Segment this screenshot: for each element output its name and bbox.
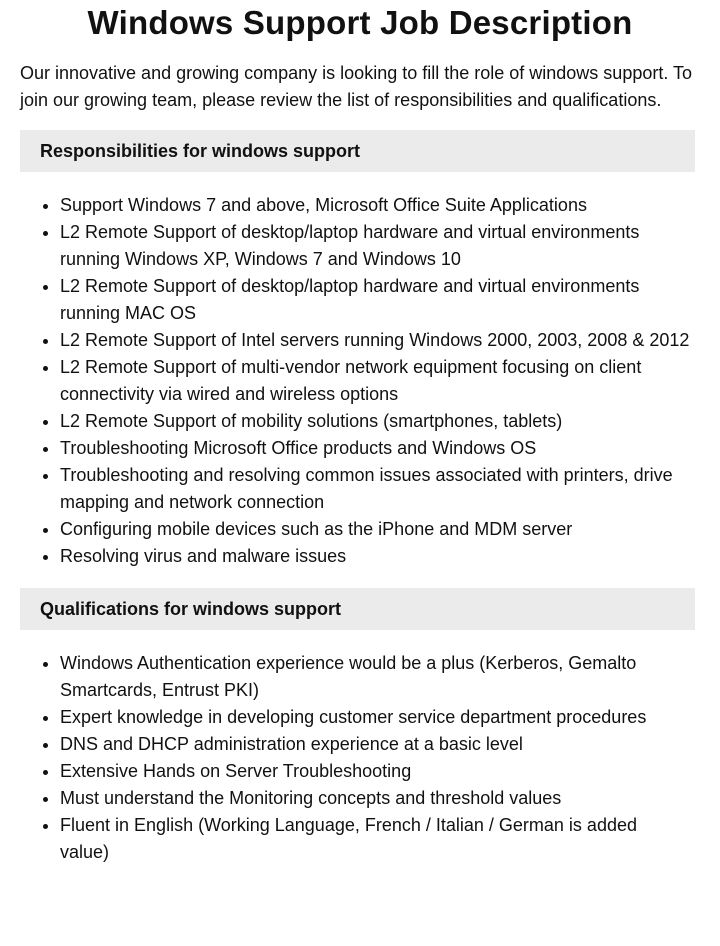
page-title: Windows Support Job Description	[87, 4, 633, 41]
list-item: • Troubleshooting Microsoft Office products and Windows OS	[60, 435, 690, 462]
list-item: • Configuring mobile devices such as the iPhone and MDM server	[60, 516, 690, 543]
list-item: • Fluent in English (Working Language, French / Italian / German is added value)	[60, 812, 690, 866]
list-item: • L2 Remote Support of multi-vendor network equipment focusing on client connectivity via wired and wireless options	[60, 354, 690, 408]
list-item: • Troubleshooting and resolving common issues associated with printers, drive mapping and network connection	[60, 462, 690, 516]
responsibilities-list	[20, 192, 690, 570]
list-item: • DNS and DHCP administration experience at a basic level	[60, 731, 690, 758]
list-item: • L2 Remote Support of desktop/laptop hardware and virtual environments running MAC OS	[60, 273, 690, 327]
intro-paragraph: Our innovative and growing company is looking to fill the role of windows support. To join our growing team, please review the list of responsibilities and qualifications.	[20, 63, 693, 110]
list-item: • L2 Remote Support of Intel servers running Windows 2000, 2003, 2008 & 2012	[60, 327, 690, 354]
list-item: • L2 Remote Support of desktop/laptop hardware and virtual environments running Windows XP, Windows 7 and Windows 10	[60, 219, 690, 273]
list-item: • Expert knowledge in developing customer service department procedures	[60, 704, 690, 731]
list-item: • Resolving virus and malware issues	[60, 543, 690, 570]
qualifications-heading: Qualifications for windows support	[20, 588, 695, 630]
list-item: • L2 Remote Support of mobility solutions (smartphones, tablets)	[60, 408, 690, 435]
list-item: • Windows Authentication experience would be a plus (Kerberos, Gemalto Smartcards, Entrust PKI)	[60, 650, 690, 704]
qualifications-list	[20, 650, 690, 866]
list-item: • Extensive Hands on Server Troubleshooting	[60, 758, 690, 785]
responsibilities-heading: Responsibilities for windows support	[20, 130, 695, 172]
list-item: • Support Windows 7 and above, Microsoft Office Suite Applications	[60, 192, 690, 219]
list-item: • Must understand the Monitoring concepts and threshold values	[60, 785, 690, 812]
